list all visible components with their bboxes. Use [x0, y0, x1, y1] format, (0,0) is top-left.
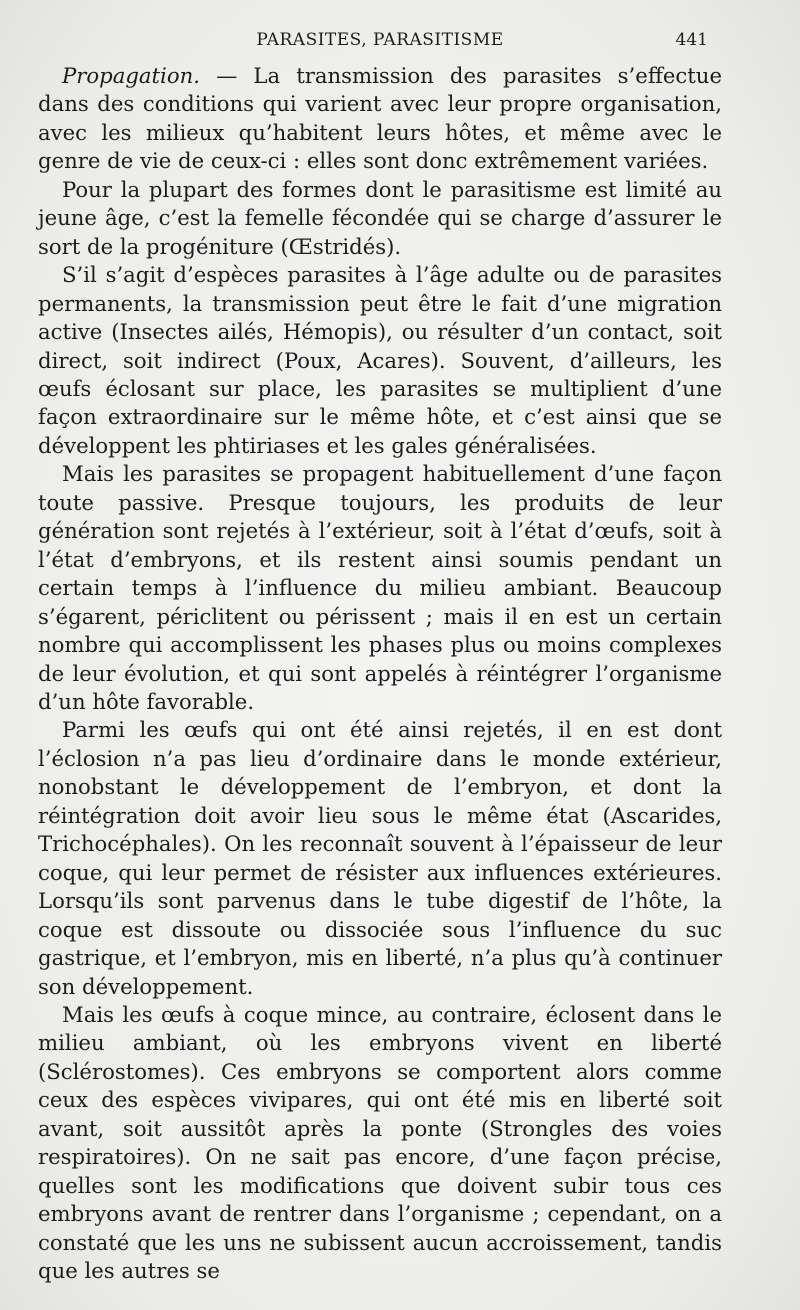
- paragraph: Mais les œufs à coque mince, au contraire, éclosent dans le milieu ambiant, où les embryons vivent en liberté (Sclérostomes). Ces embryons se comportent alors comme ceux des espèces vivipares, qui ont été mis en liberté soit avant, soit aussitôt après la ponte (Strongles des voies respiratoires). On ne sait pas encore, d’une façon précise, quelles sont les modifications que doivent subir tous ces embryons avant de rentrer dans l’organisme ; cependant, on a constaté que les uns ne subissent aucun accroissement, tandis que les autres se: [38, 1001, 722, 1284]
- body-text: [38, 62, 722, 1285]
- paragraph: Pour la plupart des formes dont le parasitisme est limité au jeune âge, c’est la femelle fécondée qui se charge d’assurer le sort de la progéniture (Œstridés).: [38, 176, 722, 259]
- page-header: [40, 30, 720, 58]
- paragraph: S’il s’agit d’espèces parasites à l’âge adulte ou de parasites permanents, la transmission peut être le fait d’une migration active (Insectes ailés, Hémopis), ou résulter d’un contact, soit direct, soit indirect (Poux, Acares). Souvent, d’ailleurs, les œufs éclosant sur place, les parasites se multiplient d’une façon extraordinaire sur le même hôte, et c’est ainsi que se développent les phtiriases et les gales généralisées.: [38, 262, 722, 458]
- page-number: 441: [675, 30, 708, 50]
- section-lead: Propagation.: [62, 63, 200, 88]
- paragraph-propagation: [38, 62, 722, 176]
- paragraph-text: — La transmission des parasites s’effectue dans des conditions qui varient avec leur propre organisation, avec les milieux qu’habitent leurs hôtes, et même avec le genre de vie de ceux-ci : elles sont donc extrêmement variées.: [38, 63, 722, 174]
- paragraph: Mais les parasites se propagent habituellement d’une façon toute passive. Presque toujours, les produits de leur génération sont rejetés à l’extérieur, soit à l’état d’œufs, soit à l’état d’embryons, et ils restent ainsi soumis pendant un certain temps à l’influence du milieu ambiant. Beaucoup s’égarent, périclitent ou périssent ; mais il en est un certain nombre qui accomplissent les phases plus ou moins complexes de leur évolution, et qui sont appelés à réintégrer l’organisme d’un hôte favorable.: [38, 461, 722, 714]
- running-head: PARASITES, PARASITISME: [256, 30, 504, 50]
- paragraph: Parmi les œufs qui ont été ainsi rejetés, il en est dont l’éclosion n’a pas lieu d’ordinaire dans le monde extérieur, nonobstant le développement de l’embryon, et dont la réintégration doit avoir lieu sous le même état (Ascarides, Trichocéphales). On les reconnaît souvent à l’épaisseur de leur coque, qui leur permet de résister aux influences extérieures. Lorsqu’ils sont parvenus dans le tube digestif de l’hôte, la coque est dissoute ou dissociée sous l’influence du suc gastrique, et l’embryon, mis en liberté, n’a plus qu’à continuer son développement.: [38, 717, 722, 999]
